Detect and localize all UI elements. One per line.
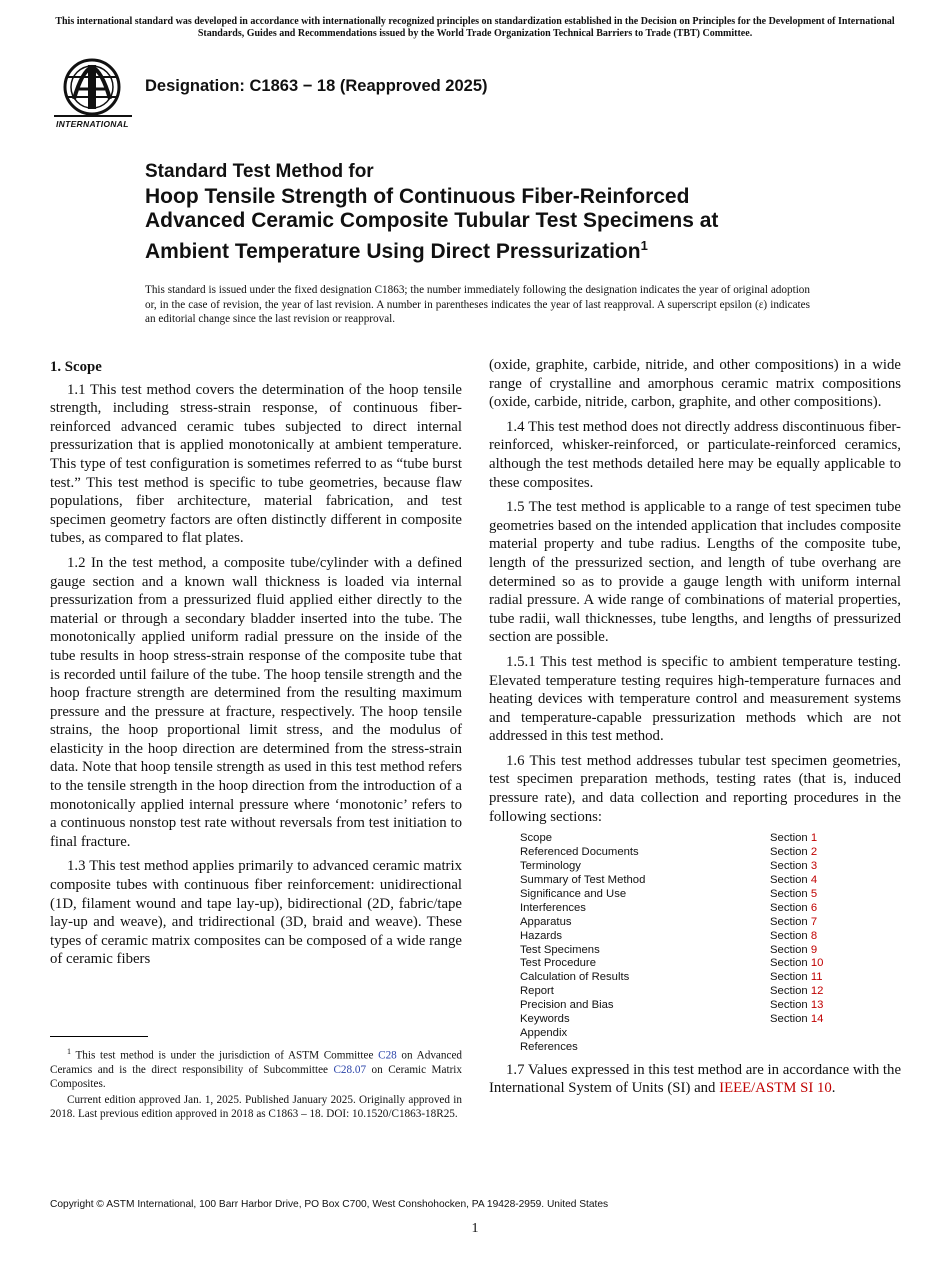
section-name: Scope: [520, 832, 553, 845]
section-label: Section: [770, 985, 808, 998]
title-line-1: Standard Test Method for: [145, 161, 374, 182]
page-number: 1: [471, 1221, 479, 1236]
sections-list-item: [520, 1013, 901, 1027]
sections-list: [520, 832, 901, 1055]
footnote-1-text-a: This test method is under the jurisdiction of ASTM Committee: [71, 1049, 379, 1062]
section-ref: [770, 1027, 850, 1041]
section-number-link[interactable]: 14: [810, 1013, 824, 1026]
section-number-link[interactable]: 8: [810, 929, 818, 942]
section-number-link[interactable]: 1: [810, 832, 818, 845]
paragraph-1-6: 1.6 This test method addresses tubular test specimen geometries, test specimen preparation methods, testing rates (that is, induced pressure rate), and data collection and reporting procedures in the following sections:: [489, 752, 901, 825]
section-ref: [770, 874, 850, 888]
left-column: [50, 356, 462, 975]
section-ref: [770, 985, 850, 999]
section-label: Section: [770, 999, 808, 1012]
section-ref: [770, 846, 850, 860]
section-ref: [770, 1041, 850, 1055]
title-footnote-mark: 1: [640, 237, 648, 253]
section-ref: [770, 860, 850, 874]
paragraph-1-5: 1.5 The test method is applicable to a range of test specimen tube geometries based on the intended application that includes composite material property and tube radius. Lengths of the composite tube, length of the pressurized section, and length of tube overhang are determined so as to provide a gauge length with uniform internal radial pressure. A wide range of combinations of material properties, tube radii, wall thicknesses, tube lengths, and lengths of pressurized section are possible.: [489, 499, 901, 646]
paragraph-1-5-1: 1.5.1 This test method is specific to ambient temperature testing. Elevated temperature testing requires high-temperature furnaces and heating devices with temperature control and measurement systems and temperature-capable pressurization methods which are not addressed in this test method.: [489, 653, 901, 745]
section-name: Referenced Documents: [520, 846, 639, 859]
title-line-3: Advanced Ceramic Composite Tubular Test Specimens at: [145, 209, 719, 232]
section-ref: [770, 888, 850, 902]
section-name: Hazards: [520, 929, 563, 942]
section-heading-scope: 1. Scope: [50, 359, 102, 375]
footnote-1-mark: 1: [67, 1047, 71, 1056]
sections-list-item: [520, 860, 901, 874]
c28-07-link[interactable]: C28.07: [333, 1063, 367, 1076]
section-number-link[interactable]: 5: [810, 887, 818, 900]
section-label: Section: [770, 957, 808, 970]
section-ref: [770, 916, 850, 930]
sections-list-item: [520, 930, 901, 944]
section-label: Section: [770, 887, 808, 900]
tbt-notice: This international standard was developed in accordance with internationally recognized principles on standardization established in the Decision on Principles for the Development of International Standards, Guides and Recommendations issued by the World Trade Organization Technical Barriers to Trade (TBT) Committee.: [55, 16, 895, 39]
sections-list-item: [520, 846, 901, 860]
section-name: Significance and Use: [520, 887, 627, 900]
footnotes: [50, 1045, 462, 1123]
sections-list-item: [520, 1041, 901, 1055]
section-label: Section: [770, 901, 808, 914]
section-number-link[interactable]: 4: [810, 873, 818, 886]
designation: Designation: C1863 − 18 (Reapproved 2025): [145, 77, 488, 95]
paragraph-1-7-end: .: [831, 1080, 836, 1097]
section-number-link[interactable]: 11: [810, 971, 823, 984]
section-name: References: [520, 1040, 578, 1053]
paragraph-1-3: 1.3 This test method applies primarily to advanced ceramic matrix composite tubes with continuous fiber reinforcement: unidirectional (1D, filament wound and tape lay-up), bidirectional (2D, fabric/tape lay-up and weave), and tridirectional (3D, braid and weave). These types of ceramic matrix composites can be composed of a wide range of ceramic fibers: [50, 858, 462, 968]
section-label: Section: [770, 943, 808, 956]
paragraph-1-1: 1.1 This test method covers the determination of the hoop tensile strength, including stress-strain response, of continuous fiber-reinforced advanced ceramic tubes subjected to direct internal pressurization that is applied monotonically at ambient temperature. This type of test configuration is sometimes referred to as “tube burst test.” This test method is specific to tube geometries, because flaw populations, fiber architecture, material fabrication, and test specimen geometry factors are often distinctly different in composite tubes, as compared to flat plates.: [50, 381, 462, 547]
section-label: Section: [770, 832, 808, 845]
section-label: Section: [770, 915, 808, 928]
paragraph-1-4: 1.4 This test method does not directly address discontinuous fiber-reinforced, whisker-reinforced, or particulate-reinforced ceramics, although the test methods detailed here may be equally applicable to these composites.: [489, 418, 901, 491]
issuance-note: This standard is issued under the fixed designation C1863; the number immediately following the designation indicates the year of original adoption or, in the case of revision, the year of last revision. A number in parentheses indicates the year of last reapproval. A superscript epsilon (ε) indicates an editorial change since the last revision or reapproval.: [145, 284, 810, 325]
section-name: Interferences: [520, 901, 586, 914]
section-number-link[interactable]: 10: [810, 957, 824, 970]
copyright: Copyright © ASTM International, 100 Barr Harbor Drive, PO Box C700, West Conshohocken, PA 19428-2959. United States: [50, 1199, 609, 1210]
section-ref: [770, 957, 850, 971]
section-ref: [770, 902, 850, 916]
section-label: Section: [770, 860, 808, 873]
paragraph-1-7: [489, 1061, 901, 1098]
sections-list-item: [520, 888, 901, 902]
section-label: Section: [770, 873, 808, 886]
ieee-astm-si-10-link[interactable]: IEEE/ASTM SI 10: [719, 1080, 832, 1097]
title-line-4: Ambient Temperature Using Direct Pressurization: [145, 239, 641, 263]
paragraph-1-3-continued: (oxide, graphite, carbide, nitride, and other compositions) in a wide range of crystalline and amorphous ceramic matrix compositions (oxide, carbide, nitride, carbon, graphite, and other compositions).: [489, 357, 901, 411]
sections-list-item: [520, 971, 901, 985]
section-number-link[interactable]: 12: [810, 985, 824, 998]
sections-list-item: [520, 832, 901, 846]
section-name: Summary of Test Method: [520, 873, 646, 886]
paragraph-1-7-text: 1.7 Values expressed in this test method are in accordance with the International System of Units (SI) and: [489, 1061, 902, 1097]
section-label: Section: [770, 929, 808, 942]
section-name: Test Specimens: [520, 943, 600, 956]
section-number-link[interactable]: 2: [810, 846, 818, 859]
sections-list-item: [520, 999, 901, 1013]
section-name: Apparatus: [520, 915, 572, 928]
section-name: Appendix: [520, 1026, 568, 1039]
title-line-2: Hoop Tensile Strength of Continuous Fiber-Reinforced: [145, 184, 690, 208]
section-name: Precision and Bias: [520, 999, 614, 1012]
footnote-divider: [50, 1036, 148, 1037]
footnote-edition: Current edition approved Jan. 1, 2025. Published January 2025. Originally approved in 2018. Last previous edition approved in 2018 as C1863 – 18. DOI: 10.1520/C1863-18R25.: [50, 1093, 462, 1120]
section-name: Report: [520, 985, 554, 998]
right-column: [489, 356, 901, 1104]
section-label: Section: [770, 971, 808, 984]
sections-list-item: [520, 902, 901, 916]
sections-list-item: [520, 916, 901, 930]
paragraph-1-2: 1.2 In the test method, a composite tube/cylinder with a defined gauge section and a known wall thickness is loaded via internal pressurization from a pressurized fluid applied either directly to the material or through a secondary bladder inserted into the tube. The monotonically applied uniform radial pressure on the inside of the tube results in hoop stress-strain response of the composite tube that is recorded until failure of the tube. The hoop tensile strength and the hoop fracture strength are determined from the resulting maximum pressure and the pressure at fracture, respectively. The hoop tensile strains, the hoop proportional limit stress, and the modulus of elasticity in the hoop direction are determined from the stress-strain data. Note that hoop tensile strength as used in this test method refers to the tensile strength in the hoop direction from the introduction of a monotonically applied internal pressure where ‘monotonic’ refers to a continuous nonstop test rate without reversals from test initiation to final fracture.: [50, 554, 462, 850]
astm-logo: [52, 55, 134, 133]
section-number-link[interactable]: 3: [810, 860, 818, 873]
sections-list-item: [520, 985, 901, 999]
section-ref: [770, 832, 850, 846]
section-ref: [770, 999, 850, 1013]
sections-list-item: [520, 957, 901, 971]
section-number-link[interactable]: 6: [810, 901, 818, 914]
footnote-1: [50, 1045, 462, 1091]
sections-list-item: [520, 874, 901, 888]
logo-subtitle: INTERNATIONAL: [56, 119, 129, 129]
section-ref: [770, 1013, 850, 1027]
section-ref: [770, 944, 850, 958]
section-number-link[interactable]: 7: [810, 915, 818, 928]
section-name: Calculation of Results: [520, 971, 630, 984]
section-number-link[interactable]: 13: [810, 999, 824, 1012]
section-label: Section: [770, 1013, 808, 1026]
section-ref: [770, 971, 850, 985]
section-number-link[interactable]: 9: [810, 943, 818, 956]
section-ref: [770, 930, 850, 944]
section-name: Keywords: [520, 1013, 570, 1026]
document-title: [145, 160, 865, 264]
sections-list-item: [520, 944, 901, 958]
section-label: Section: [770, 846, 808, 859]
section-name: Terminology: [520, 860, 581, 873]
sections-list-item: [520, 1027, 901, 1041]
footnote-1-text-b: on Advanced Ceramics and is the direct responsibility of Subcommittee: [50, 1049, 463, 1076]
footnote-1-text-c: on Ceramic Matrix Composites.: [50, 1063, 462, 1090]
c28-link[interactable]: C28: [378, 1049, 397, 1062]
section-name: Test Procedure: [520, 957, 596, 970]
